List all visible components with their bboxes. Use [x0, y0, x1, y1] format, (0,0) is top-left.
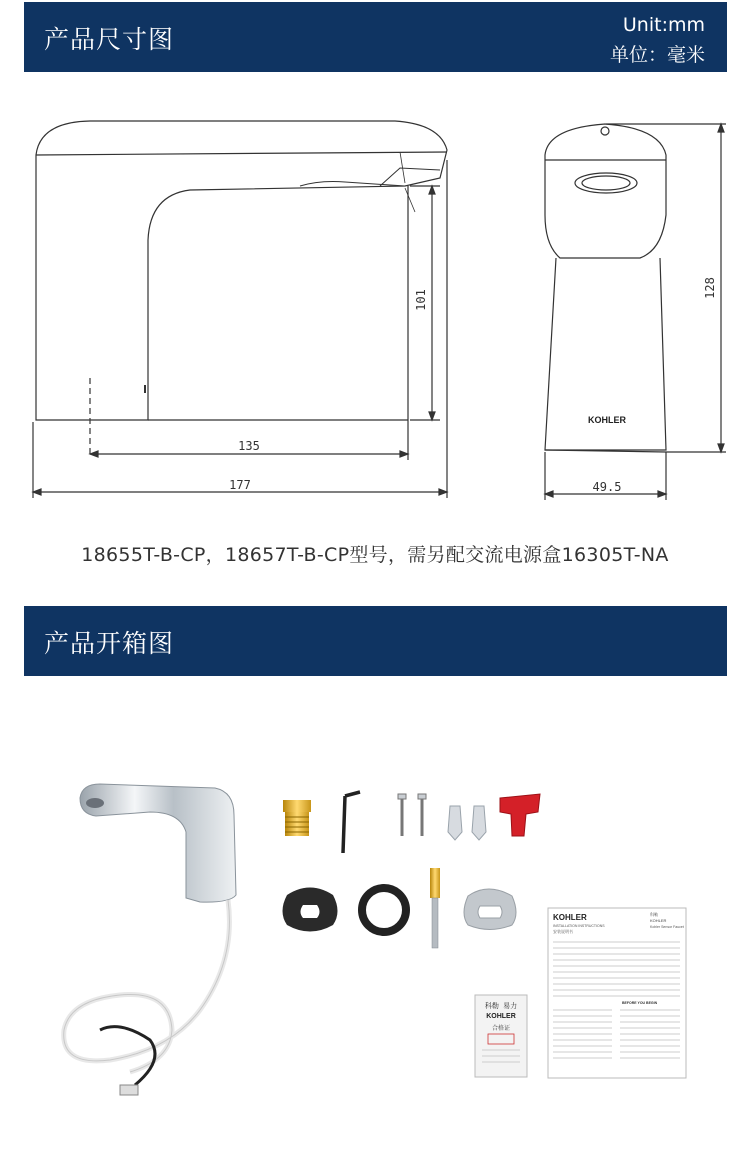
manual-right-en: KOHLER [650, 918, 667, 923]
manual-right-product: Kohler Sensor Faucet [650, 925, 684, 929]
metal-bracket [464, 889, 516, 930]
red-key-tool [500, 794, 540, 836]
dim-101-label: 101 [414, 289, 428, 311]
dim-135-label: 135 [238, 439, 260, 453]
black-horseshoe-washer [283, 888, 338, 932]
manual-subtitle-cn: 安装说明书 [553, 929, 573, 934]
manual-brand: KOHLER [553, 913, 587, 922]
threaded-stud [430, 868, 440, 948]
section-title: 产品尺寸图 [44, 25, 175, 54]
card-brand-cn: 科勒 易力 [484, 1002, 518, 1010]
certificate-card [475, 995, 527, 1077]
manual-section-heading: BEFORE YOU BEGIN [622, 1001, 658, 1005]
unit-label-en: Unit:mm [622, 14, 705, 36]
screws [398, 794, 426, 836]
kohler-logo-side: KOHLER [588, 415, 626, 425]
hex-key [343, 792, 360, 853]
section-title: 产品开箱图 [44, 629, 175, 658]
unboxing-section-header [24, 606, 727, 676]
unboxing-illustration [0, 690, 750, 1174]
dim-128-label: 128 [703, 277, 717, 299]
black-o-ring [362, 888, 406, 932]
manual-right-cn: 科勒 [650, 912, 658, 917]
dim-177-label: 177 [229, 478, 251, 492]
manual-subtitle: INSTALLATION INSTRUCTIONS [553, 924, 605, 928]
brass-fitting [283, 800, 311, 836]
card-label: 合格证 [491, 1025, 511, 1032]
dimension-section-header [24, 2, 727, 72]
dimension-drawing [0, 95, 750, 515]
instruction-manual [548, 908, 686, 1078]
model-note: 18655T-B-CP，18657T-B-CP型号，需另配交流电源盒16305T-NA [81, 544, 669, 566]
side-view [545, 124, 726, 500]
unit-label-cn: 单位：毫米 [609, 44, 705, 66]
faucet [64, 784, 236, 1095]
wall-anchors [448, 806, 486, 840]
dim-49.5-label: 49.5 [592, 480, 622, 494]
card-brand-en: KOHLER [486, 1013, 516, 1020]
